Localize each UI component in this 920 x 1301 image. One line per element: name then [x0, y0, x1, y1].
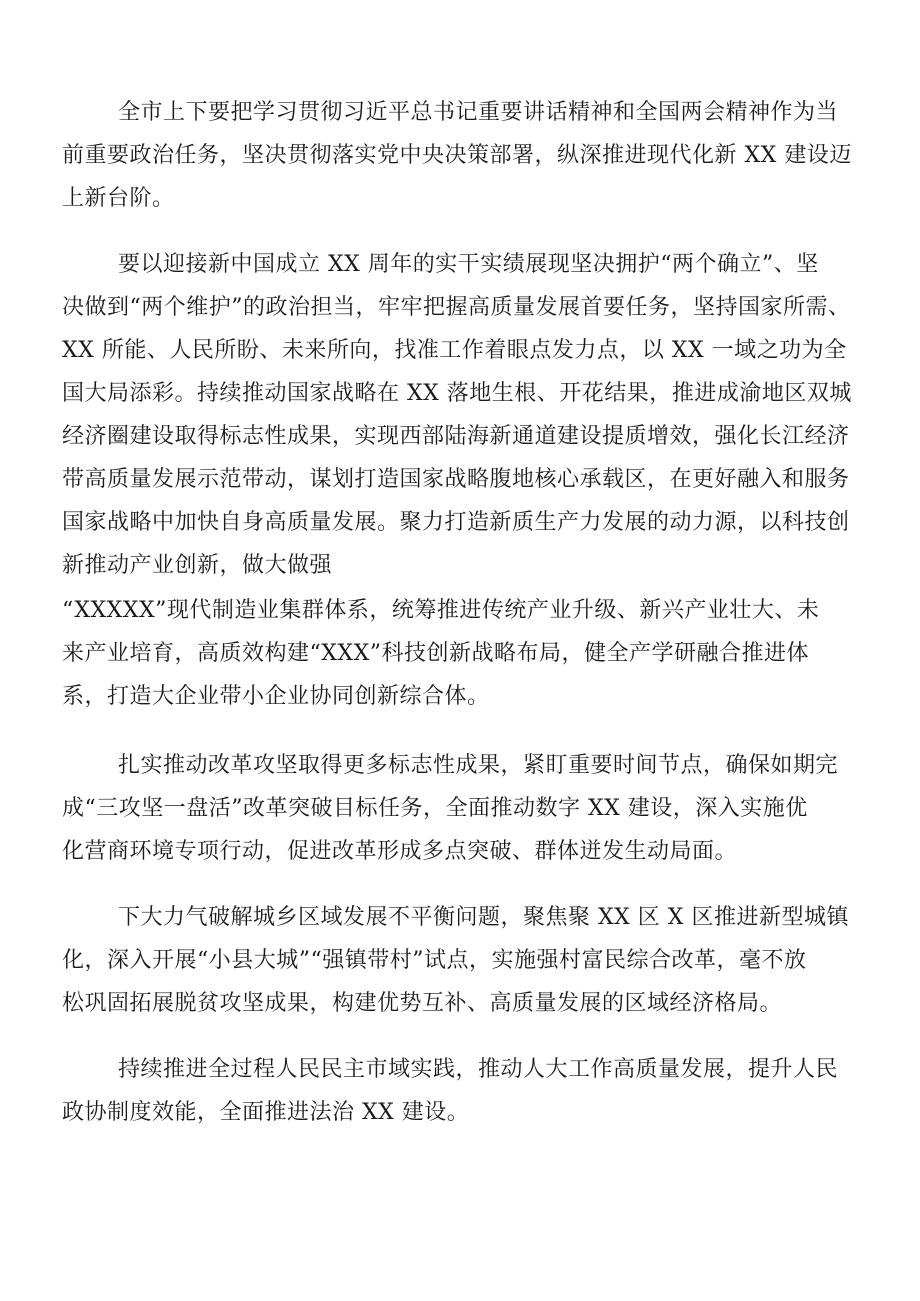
paragraph-2-line-4: 国大局添彩。持续推动国家战略在 XX 落地生根、开花结果，推进成渝地区双城 [62, 381, 852, 406]
paragraph-5-line-2: 政协制度效能，全面推进法治 XX 建设。 [62, 1100, 470, 1125]
paragraph-3-line-3: 化营商环境专项行动，促进改革形成多点突破、群体迸发生动局面。 [62, 839, 738, 864]
paragraph-2-line-7: 国家战略中加快自身高质量发展。聚力打造新质生产力发展的动力源，以科技创 [62, 510, 850, 535]
paragraph-2-line-9: “XXXXX”现代制造业集群体系，统筹推进传统产业升级、新兴产业壮大、未 [62, 598, 820, 623]
paragraph-1-line-1: 全市上下要把学习贯彻习近平总书记重要讲话精神和全国两会精神作为当 [118, 100, 839, 125]
paragraph-2-line-2: 决做到“两个维护”的政治担当，牢牢把握高质量发展首要任务，坚持国家所需、 [62, 295, 851, 320]
paragraph-4-line-3: 松巩固拓展脱贫攻坚成果，构建优势互补、高质量发展的区域经济格局。 [62, 991, 783, 1016]
paragraph-3-line-2: 成“三攻坚一盘活”改革突破目标任务，全面推动数字 XX 建设，深入实施优 [62, 796, 808, 821]
paragraph-2-line-10: 来产业培育，高质效构建“XXX”科技创新战略布局，健全产学研融合推进体 [62, 641, 809, 666]
paragraph-1-line-2: 前重要政治任务，坚决贯彻落实党中央决策部署，纵深推进现代化新 XX 建设迈 [62, 143, 852, 168]
paragraph-2-line-6: 带高质量发展示范带动，谋划打造国家战略腹地核心承载区，在更好融入和服务 [62, 467, 850, 492]
paragraph-1-line-3: 上新台阶。 [62, 186, 175, 211]
paragraph-2-line-11: 系，打造大企业带小企业协同创新综合体。 [62, 684, 490, 709]
paragraph-4-line-1: 下大力气破解城乡区域发展不平衡问题，聚焦聚 XX 区 X 区推进新型城镇 [118, 905, 849, 930]
paragraph-4-line-2: 化，深入开展“小县大城”“强镇带村”试点，实施强村富民综合改革，毫不放 [62, 948, 807, 973]
paragraph-2-line-1: 要以迎接新中国成立 XX 周年的实干实绩展现坚决拥护“两个确立”、坚 [118, 252, 819, 277]
paragraph-2-line-5: 经济圈建设取得标志性成果，实现西部陆海新通道建设提质增效，强化长江经济 [62, 424, 850, 449]
paragraph-2-line-3: XX 所能、人民所盼、未来所向，找准工作着眼点发力点，以 XX 一域之功为全 [62, 338, 847, 363]
paragraph-5-line-1: 持续推进全过程人民民主市域实践，推动人大工作高质量发展，提升人民 [118, 1057, 839, 1082]
paragraph-2-line-8: 新推动产业创新，做大做强 [62, 553, 333, 578]
paragraph-3-line-1: 扎实推动改革攻坚取得更多标志性成果，紧盯重要时间节点，确保如期完 [118, 753, 839, 778]
